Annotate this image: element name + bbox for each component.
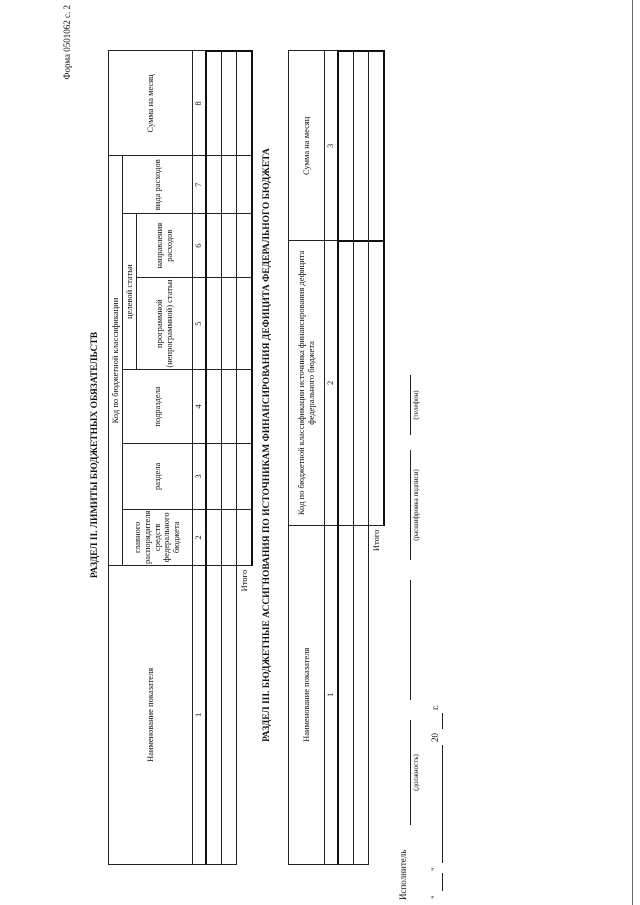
date-quote-open: " bbox=[430, 895, 440, 899]
s2-header-target: целевой статьи bbox=[123, 214, 137, 370]
table-row bbox=[354, 51, 369, 865]
table-row bbox=[338, 51, 354, 865]
form-reference: Форма 0501062 с. 2 bbox=[62, 5, 72, 80]
s2-colnum: 6 bbox=[193, 214, 207, 278]
s2-colnum: 4 bbox=[193, 370, 207, 444]
decode-caption: (расшифровка подписи) bbox=[412, 469, 420, 541]
s3-header-name: Наименование показателя bbox=[289, 525, 325, 864]
date-year-prefix: 20 bbox=[430, 733, 440, 742]
s2-colnum: 1 bbox=[193, 565, 207, 864]
s2-colnum: 3 bbox=[193, 443, 207, 509]
date-day-line bbox=[442, 873, 443, 891]
date-quote-close: " bbox=[430, 867, 440, 871]
total-row bbox=[369, 51, 385, 865]
scan-edge-line bbox=[632, 0, 633, 905]
s2-total-label: Итого bbox=[238, 569, 249, 592]
s2-header-podrazdel: подраздела bbox=[123, 370, 193, 444]
decode-line bbox=[410, 450, 411, 560]
s2-header-program: программной (непрограммной) статьи bbox=[137, 278, 193, 370]
s3-colnum: 2 bbox=[325, 241, 339, 526]
total-row bbox=[237, 51, 253, 865]
s2-header-name: Наименование показателя bbox=[109, 565, 193, 864]
limits-table bbox=[108, 50, 253, 865]
date-year-suffix: г. bbox=[430, 705, 440, 710]
s3-colnum: 3 bbox=[325, 51, 339, 241]
phone-caption: (телефон) bbox=[412, 390, 420, 420]
position-line bbox=[410, 720, 411, 825]
s3-header-amount: Сумма на месяц bbox=[289, 51, 325, 241]
s2-header-direction: направления расходов bbox=[137, 214, 193, 278]
table-row bbox=[222, 51, 237, 865]
table-row bbox=[206, 51, 222, 865]
s2-colnum: 2 bbox=[193, 509, 207, 565]
s2-header-expense-type: вида расходов bbox=[123, 156, 193, 214]
s3-header-code: Код по бюджетной классификации источника финансирования дефицита федерального бюджета bbox=[289, 241, 325, 526]
position-caption: (должность) bbox=[412, 754, 420, 791]
sources-table bbox=[288, 50, 385, 865]
date-year-line bbox=[442, 713, 443, 729]
s3-colnum: 1 bbox=[325, 525, 339, 864]
s2-colnum: 5 bbox=[193, 278, 207, 370]
s3-total-label: Итого bbox=[370, 529, 381, 552]
s2-colnum: 7 bbox=[193, 156, 207, 214]
section3-title: РАЗДЕЛ III. БЮДЖЕТНЫЕ АССИГНОВАНИЯ ПО ИСТОЧНИКАМ ФИНАНСИРОВАНИЯ ДЕФИЦИТА ФЕДЕРАЛЬНОГО БЮДЖЕТА bbox=[262, 148, 272, 742]
phone-line bbox=[410, 375, 411, 435]
s2-header-grbs: главного распорядителя средств федерального бюджета bbox=[123, 509, 193, 565]
signature-line bbox=[410, 580, 411, 700]
section2-title: РАЗДЕЛ II. ЛИМИТЫ БЮДЖЕТНЫХ ОБЯЗАТЕЛЬСТВ bbox=[90, 331, 100, 579]
s2-header-amount: Сумма на месяц bbox=[109, 51, 193, 156]
date-month-line bbox=[442, 745, 443, 863]
s2-header-razdel: раздела bbox=[123, 443, 193, 509]
executor-label: Исполнитель bbox=[398, 849, 408, 900]
s2-colnum: 8 bbox=[193, 51, 207, 156]
s2-header-code-group: Код по бюджетной классификации bbox=[109, 156, 123, 566]
